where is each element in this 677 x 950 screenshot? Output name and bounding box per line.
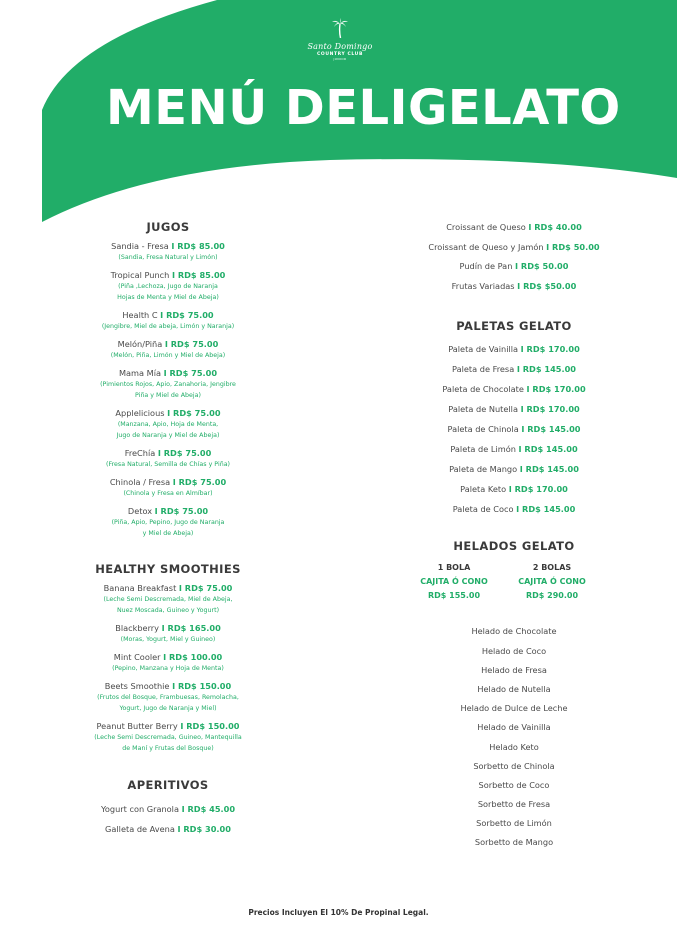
menu-item-name: Sandia - Fresa	[111, 241, 172, 251]
menu-item-name: Croissant de Queso	[446, 222, 529, 232]
menu-item-name: Mama Mía	[118, 368, 164, 378]
menu-item-description: (Leche Semi Descremada, Miel de Abeja,	[103, 596, 233, 603]
flavor-item: Helado de Fresa	[481, 664, 547, 675]
menu-item-price: I RD$ 45.00	[181, 804, 236, 814]
option-one-scoop	[399, 561, 509, 603]
menu-item-price: I RD$ $50.00	[517, 280, 577, 291]
helados-size-options	[395, 561, 633, 621]
section-title-jugos: JUGOS	[146, 220, 190, 234]
menu-item-description: Yogurt, Jugo de Naranja y Miel)	[119, 705, 217, 712]
menu-item	[395, 479, 633, 499]
flavor-item: Helado de Vainilla	[477, 722, 551, 733]
menu-item	[63, 622, 273, 645]
menu-item	[395, 339, 633, 359]
menu-item-price: I RD$ 40.00	[528, 222, 582, 232]
menu-item-description: Nuez Moscada, Guineo y Yogurt)	[116, 607, 220, 614]
helados-flavors-list	[395, 622, 633, 852]
menu-item-price: I RD$ 75.00	[167, 408, 221, 418]
option-price: RD$ 155.00	[427, 591, 481, 601]
menu-item	[63, 338, 273, 361]
menu-item-name: Paleta de Nutella	[448, 404, 521, 415]
menu-item-price: I RD$ 170.00	[520, 344, 580, 355]
logo-club: COUNTRY CLUB	[317, 52, 363, 57]
option-container: CAJITA Ó CONO	[518, 577, 586, 587]
flavor-item: Helado Keto	[489, 741, 539, 752]
right-column	[395, 218, 633, 853]
section-title-aperitivos: APERITIVOS	[127, 778, 209, 792]
menu-item	[395, 218, 633, 238]
page-title: MENÚ DELIGELATO	[106, 80, 621, 136]
menu-item	[395, 277, 633, 297]
menu-item-name: Paleta Keto	[460, 484, 509, 495]
menu-item-name: Peanut Butter Berry	[96, 721, 181, 731]
menu-item-name: Chinola / Fresa	[109, 477, 173, 487]
menu-item-line	[63, 338, 273, 350]
option-two-scoops	[497, 561, 607, 603]
section-title-smoothies: HEALTHY SMOOTHIES	[95, 562, 241, 576]
menu-item	[63, 680, 273, 714]
menu-item-description: (Sandia, Fresa Natural y Limón)	[118, 254, 218, 261]
menu-item-name: Applelicious	[115, 408, 168, 418]
menu-item-name: Paleta de Mango	[449, 464, 520, 475]
menu-item	[63, 309, 273, 332]
menu-item-price: I RD$ 75.00	[154, 506, 209, 516]
footer-note: Precios Incluyen El 10% De Propinal Legal.	[248, 908, 429, 917]
menu-item-price: I RD$ 50.00	[546, 241, 600, 252]
menu-item-price: I RD$ 75.00	[157, 448, 212, 458]
option-label: 1 BOLA	[437, 563, 471, 573]
country-club-logo	[302, 18, 378, 61]
menu-item-line	[63, 651, 273, 663]
menu-item	[395, 379, 633, 399]
logo-small: JUNIOR	[333, 57, 347, 61]
menu-item-description: (Chinola y Fresa en Almíbar)	[123, 490, 213, 497]
menu-item-description: (Fresa Natural, Semilla de Chías y Piña)	[105, 461, 231, 468]
menu-item-description: (Pimientos Rojos, Apio, Zanahoria, Jengibre	[100, 381, 236, 388]
menu-item-name: Yogurt con Granola	[100, 804, 182, 814]
menu-item-price: I RD$ 145.00	[516, 364, 576, 375]
menu-item-price: I RD$ 170.00	[508, 484, 568, 495]
menu-item-line	[63, 240, 273, 252]
menu-item-price: I RD$ 170.00	[526, 384, 586, 395]
menu-item-price: I RD$ 75.00	[163, 368, 218, 378]
menu-item-name: Health C	[122, 310, 161, 320]
menu-item-price: I RD$ 75.00	[178, 583, 233, 593]
aperitivos-list-continued	[395, 218, 633, 296]
menu-item	[63, 476, 273, 499]
menu-item-description: Jugo de Naranja y Miel de Abeja)	[116, 432, 220, 439]
menu-item	[63, 820, 273, 840]
menu-item-price: I RD$ 30.00	[177, 823, 231, 834]
menu-item	[63, 240, 273, 263]
menu-item-description: (Leche Semi Descremada, Guineo, Mantequilla	[94, 734, 242, 741]
menu-item	[63, 651, 273, 674]
menu-item-description: (Piña, Apio, Pepino, Jugo de Naranja	[111, 519, 225, 526]
menu-item-price: I RD$ 100.00	[163, 652, 223, 662]
menu-item-line	[63, 309, 273, 321]
menu-item-price: I RD$ 85.00	[171, 270, 226, 280]
menu-item	[63, 269, 273, 303]
menu-item-name: Galleta de Avena	[105, 823, 178, 834]
menu-item-line	[63, 622, 273, 634]
flavor-item: Sorbetto de Coco	[478, 779, 550, 790]
menu-item-description: Hojas de Menta y Miel de Abeja)	[117, 294, 219, 301]
menu-item-price: I RD$ 150.00	[172, 681, 232, 691]
aperitivos-list	[63, 800, 273, 839]
menu-item-description: y Miel de Abeja)	[142, 530, 194, 537]
palm-tree-icon	[332, 18, 348, 38]
menu-item	[395, 257, 633, 277]
menu-item-name: Paleta de Chocolate	[442, 384, 527, 395]
menu-item-price: I RD$ 75.00	[160, 310, 214, 320]
menu-item-line	[63, 269, 273, 281]
menu-item-description: (Pepino, Manzana y Hoja de Menta)	[112, 665, 224, 672]
menu-item-description: Piña y Miel de Abeja)	[135, 392, 201, 399]
menu-item-line	[63, 447, 273, 459]
menu-item-name: Melón/Piña	[117, 339, 165, 349]
menu-item-name: Croissant de Queso y Jamón	[428, 241, 547, 252]
menu-item	[63, 407, 273, 441]
menu-item-price: I RD$ 50.00	[515, 261, 569, 272]
menu-item	[63, 800, 273, 820]
menu-item	[395, 419, 633, 439]
section-title-paletas: PALETAS GELATO	[456, 319, 572, 334]
menu-item-description: (Jengibre, Miel de abeja, Limón y Naranja)	[101, 323, 235, 330]
menu-item-price: I RD$ 75.00	[164, 339, 219, 349]
menu-item	[395, 238, 633, 258]
menu-item-name: Frutas Variadas	[451, 280, 518, 291]
menu-item-name: Paleta de Vainilla	[448, 344, 521, 355]
option-label: 2 BOLAS	[532, 563, 572, 573]
menu-item-price: I RD$ 145.00	[521, 424, 581, 435]
menu-item-name: Beets Smoothie	[104, 681, 173, 691]
menu-item	[63, 505, 273, 539]
menu-item-line	[63, 476, 273, 488]
menu-item-name: Mint Cooler	[113, 652, 164, 662]
menu-item-name: Paleta de Coco	[452, 504, 517, 515]
menu-item-name: Paleta de Limón	[450, 444, 519, 455]
menu-item-name: Detox	[127, 506, 155, 516]
flavor-item: Helado de Coco	[481, 645, 547, 656]
menu-item-price: I RD$ 145.00	[518, 444, 578, 455]
flavor-item: Sorbetto de Fresa	[477, 799, 551, 810]
menu-item-description: (Manzana, Apio, Hoja de Menta,	[117, 421, 219, 428]
menu-item-price: I RD$ 75.00	[172, 477, 227, 487]
menu-item-price: I RD$ 170.00	[520, 404, 580, 415]
option-container: CAJITA Ó CONO	[420, 577, 488, 587]
section-title-helados: HELADOS GELATO	[453, 539, 575, 554]
menu-item-name: FreChía	[124, 448, 158, 458]
option-price: RD$ 290.00	[525, 591, 579, 601]
menu-item	[395, 459, 633, 479]
menu-item	[63, 447, 273, 470]
menu-item-line	[63, 407, 273, 419]
menu-item-name: Blackberry	[115, 623, 162, 633]
flavor-item: Sorbetto de Mango	[474, 837, 554, 848]
flavor-item: Helado de Nutella	[477, 683, 551, 694]
logo-script: Santo Domingo	[307, 42, 373, 51]
menu-item-line	[63, 505, 273, 517]
menu-item-name: Tropical Punch	[110, 270, 172, 280]
smoothies-list	[63, 582, 273, 754]
jugos-list	[63, 240, 273, 539]
flavor-item: Sorbetto de Limón	[476, 818, 552, 829]
flavor-item: Sorbetto de Chinola	[473, 760, 555, 771]
flavor-item: Helado de Chocolate	[471, 626, 557, 637]
menu-item-name: Pudín de Pan	[459, 261, 515, 272]
menu-item-description: (Moras, Yogurt, Miel y Guineo)	[120, 636, 216, 643]
menu-item-price: I RD$ 85.00	[171, 241, 225, 251]
menu-item	[395, 499, 633, 519]
menu-item-price: I RD$ 145.00	[519, 464, 579, 475]
menu-item	[63, 582, 273, 616]
menu-item-line	[63, 582, 273, 594]
menu-item-description: (Melón, Piña, Limón y Miel de Abeja)	[110, 352, 226, 359]
menu-item-name: Paleta de Fresa	[452, 364, 517, 375]
left-column	[63, 218, 273, 839]
menu-item-line	[63, 367, 273, 379]
menu-item-price: I RD$ 165.00	[161, 623, 221, 633]
menu-item-line	[63, 720, 273, 732]
menu-item-line	[63, 680, 273, 692]
menu-item	[395, 399, 633, 419]
menu-item	[63, 367, 273, 401]
menu-item-name: Banana Breakfast	[103, 583, 179, 593]
menu-item-description: (Frutos del Bosque, Frambuesas, Remolacha,	[97, 694, 239, 701]
paletas-list	[395, 339, 633, 519]
menu-item	[395, 359, 633, 379]
flavor-item: Helado de Dulce de Leche	[460, 703, 568, 714]
menu-item	[63, 720, 273, 754]
menu-item-description: (Piña ,Lechoza, Jugo de Naranja	[118, 283, 218, 290]
menu-item-description: de Maní y Frutas del Bosque)	[122, 745, 214, 752]
menu-item-name: Paleta de Chinola	[447, 424, 522, 435]
menu-item-price: I RD$ 150.00	[180, 721, 240, 731]
menu-item	[395, 439, 633, 459]
menu-item-price: I RD$ 145.00	[516, 504, 576, 515]
